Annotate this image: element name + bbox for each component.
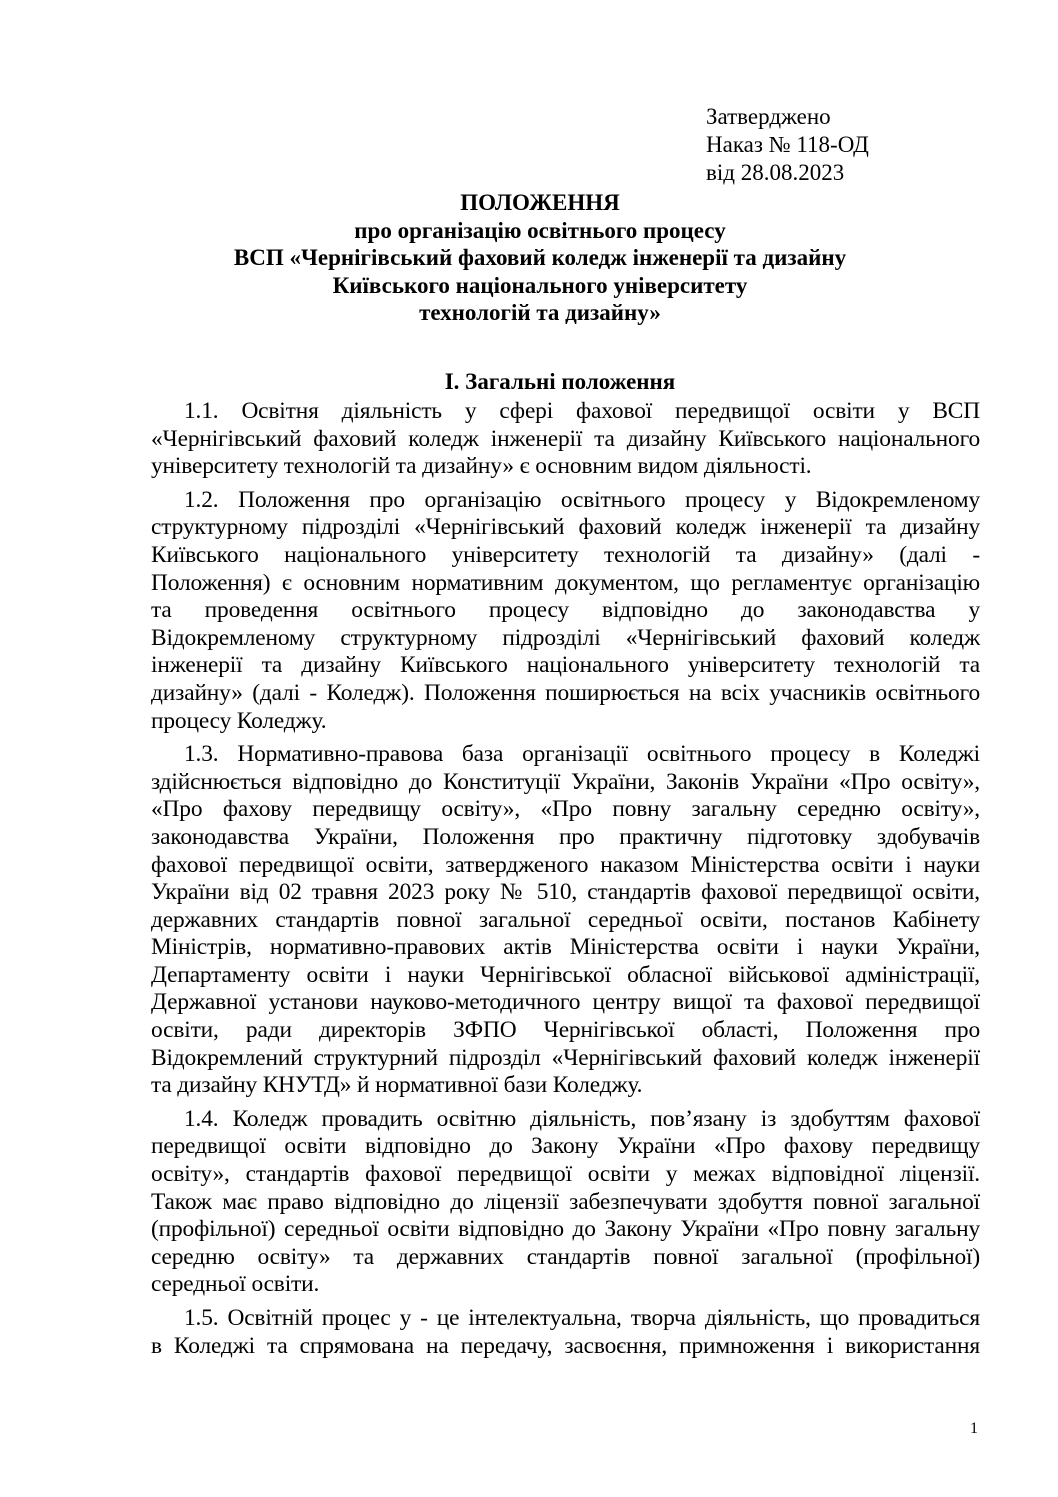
- paragraph-line: 1.5. Освітній процес у - це інтелектуальна, творча діяльність, що провадиться: [184, 1305, 980, 1331]
- paragraph-line: середньої освіти.: [151, 1271, 320, 1298]
- document-body: [118, 398, 980, 1366]
- order-number: Наказ № 118-ОД: [706, 132, 869, 157]
- paragraph-line: та проведення освітнього процесу відповідно до законодавства у: [151, 597, 980, 624]
- paragraph-line: «Про фахову передвищу освіту», «Про повну загальну середню освіту»,: [151, 796, 980, 823]
- paragraph-line: 1.2. Положення про організацію освітнього процесу у Відокремленому: [184, 486, 980, 513]
- paragraph-line: 1.3. Нормативно-правова база організації освітнього процесу в Коледжі: [184, 741, 980, 768]
- paragraph-line: 1.1. Освітня діяльність у сфері фахової передвищої освіти у ВСП: [184, 398, 980, 424]
- paragraph-line: (профільної) середньої освіти відповідно до Закону України «Про повну загальну: [151, 1216, 980, 1243]
- paragraph-line: державних стандартів повної загальної середньої освіти, постанов Кабінету: [151, 906, 980, 933]
- paragraph-line: Департаменту освіти і науки Чернігівської обласної військової адміністрації,: [151, 961, 980, 988]
- title-subtitle: про організацію освітнього процесу: [354, 217, 726, 243]
- paragraph-1-4: [118, 1106, 980, 1299]
- paragraph-line: Державної установи науково-методичного центру вищої та фахової передвищої: [151, 989, 980, 1016]
- paragraph-line: середню освіту» та державних стандартів повної загальної (профільної): [151, 1243, 980, 1270]
- paragraph-line: Відокремленому структурному підрозділі «Чернігівський фаховий коледж: [151, 624, 980, 651]
- title-institution-line-1: ВСП «Чернігівський фаховий коледж інженерії та дизайну: [233, 245, 847, 270]
- order-date: від 28.08.2023: [706, 160, 845, 185]
- paragraph-line: законодавства України, Положення про практичну підготовку здобувачів: [151, 823, 980, 850]
- paragraph-line: університету технологій та дизайну» є основним видом діяльності.: [151, 453, 812, 480]
- paragraph-line: структурному підрозділі «Чернігівський фаховий коледж інженерії та дизайну: [151, 514, 980, 541]
- paragraph-1-2: [118, 487, 980, 735]
- approval-label: Затверджено: [706, 104, 831, 129]
- paragraph-1-5: [118, 1305, 980, 1360]
- section-heading: І. Загальні положення: [444, 369, 676, 394]
- paragraph-line: України від 02 травня 2023 року № 510, стандартів фахової передвищої освіти,: [151, 879, 980, 906]
- document-title: [120, 189, 960, 327]
- paragraph-line: фахової передвищої освіти, затвердженого наказом Міністерства освіти і науки: [151, 851, 980, 878]
- paragraph-line: освіту», стандартів фахової передвищої освіти у межах відповідної ліцензії.: [151, 1161, 980, 1188]
- paragraph-line: здійснюється відповідно до Конституції України, Законів України «Про освіту»,: [151, 768, 980, 795]
- paragraph-line: та дизайну КНУТД» й нормативної бази Коледжу.: [151, 1072, 643, 1099]
- paragraph-line: освіти, ради директорів ЗФПО Чернігівської області, Положення про: [151, 1017, 980, 1044]
- paragraph-line: «Чернігівський фаховий коледж інженерії та дизайну Київського національного: [151, 425, 980, 452]
- page-number: 1: [970, 1420, 978, 1437]
- title-institution-line-2: Київського національного університету: [332, 272, 748, 298]
- paragraph-line: в Коледжі та спрямована на передачу, засвоєння, примноження і використання: [151, 1332, 980, 1359]
- paragraph-1-1: [118, 398, 980, 481]
- paragraph-line: Київського національного університету технологій та дизайну» (далі -: [151, 541, 980, 568]
- paragraph-line: Положення) є основним нормативним документом, що регламентує організацію: [151, 569, 980, 596]
- paragraph-line: Також має право відповідно до ліцензії забезпечувати здобуття повної загальної: [151, 1188, 980, 1215]
- paragraph-line: 1.4. Коледж провадить освітню діяльність, пов’язану із здобуттям фахової: [184, 1105, 980, 1132]
- paragraph-line: дизайну» (далі - Коледж). Положення поширюється на всіх учасників освітнього: [151, 679, 980, 706]
- paragraph-line: передвищої освіти відповідно до Закону України «Про фахову передвищу: [151, 1133, 980, 1160]
- paragraph-line: інженерії та дизайну Київського національного університету технологій та: [151, 652, 980, 679]
- approval-stamp: [706, 103, 869, 187]
- title-institution-line-3: технологій та дизайну»: [419, 300, 661, 325]
- paragraph-line: процесу Коледжу.: [151, 707, 327, 734]
- paragraph-line: Міністрів, нормативно-правових актів Міністерства освіти і науки України,: [151, 934, 980, 961]
- title-main: ПОЛОЖЕННЯ: [460, 190, 620, 215]
- paragraph-line: Відокремлений структурний підрозділ «Чернігівський фаховий коледж інженерії: [151, 1044, 980, 1071]
- paragraph-1-3: [118, 741, 980, 1100]
